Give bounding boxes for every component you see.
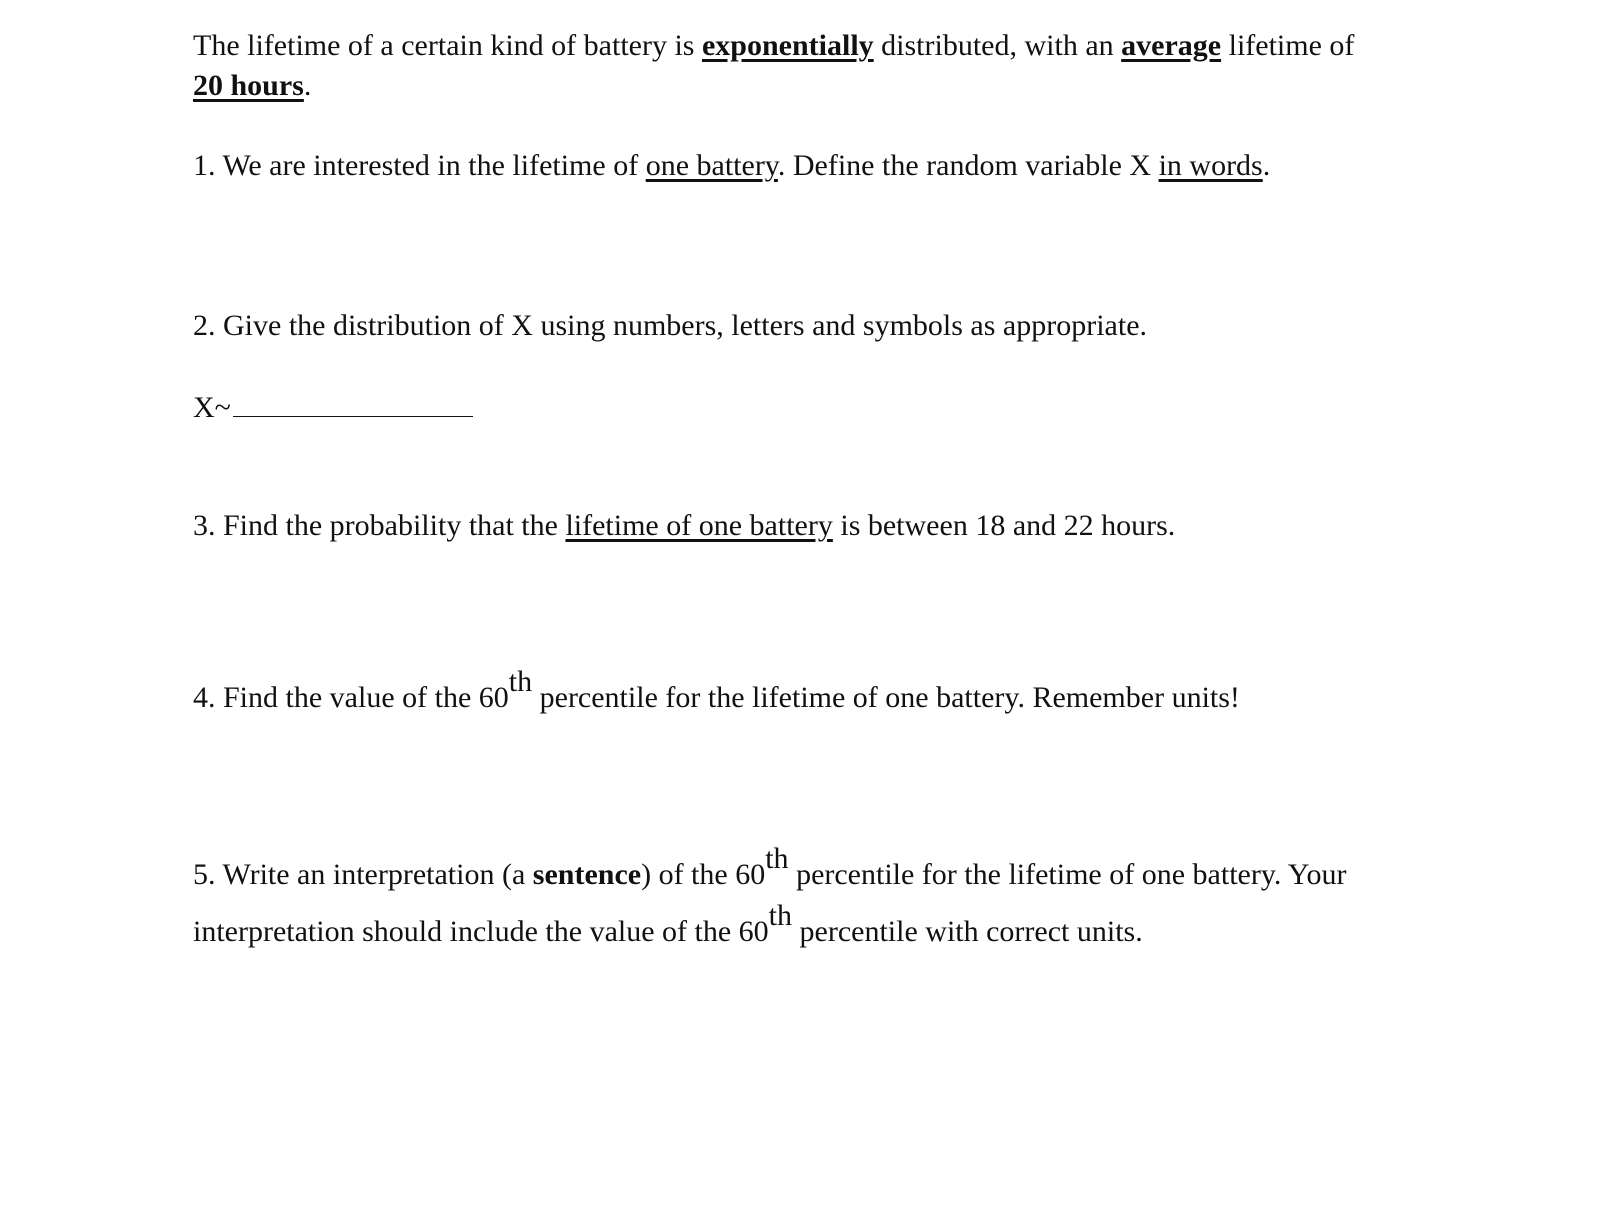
intro-text-4: . bbox=[303, 69, 312, 102]
q4-superscript: th bbox=[508, 665, 533, 698]
question-4 bbox=[193, 665, 1240, 718]
intro-paragraph bbox=[193, 26, 1453, 106]
q3-text-2: is between 18 and 22 hours. bbox=[832, 509, 1176, 542]
q1-one-battery: one battery bbox=[645, 149, 778, 182]
intro-text-1: The lifetime of a certain kind of battery is bbox=[193, 29, 702, 62]
question-5-line-1 bbox=[193, 842, 1347, 895]
q1-text-1: 1. We are interested in the lifetime of bbox=[193, 149, 646, 182]
question-2 bbox=[193, 306, 1147, 346]
q1-in-words: in words bbox=[1158, 149, 1263, 182]
q2-answer-line bbox=[193, 388, 473, 428]
q1-text-3: . bbox=[1262, 149, 1271, 182]
q5-text-1: 5. Write an interpretation (a bbox=[193, 858, 533, 891]
intro-average: average bbox=[1121, 29, 1222, 62]
question-1 bbox=[193, 146, 1270, 186]
q2-answer-blank[interactable] bbox=[233, 390, 473, 417]
q5-text-2: ) of the 60 bbox=[641, 858, 766, 891]
q4-text-1: 4. Find the value of the 60 bbox=[193, 681, 509, 714]
q2-text: 2. Give the distribution of X using numbers, letters and symbols as appropriate. bbox=[193, 309, 1148, 342]
question-5-line-2 bbox=[193, 899, 1143, 952]
q2-answer-prefix: X~ bbox=[193, 391, 231, 424]
intro-exponentially: exponentially bbox=[701, 29, 874, 62]
q5-text-3: percentile for the lifetime of one battery. Your bbox=[788, 858, 1347, 891]
q5-text-4: interpretation should include the value of the 60 bbox=[193, 915, 769, 948]
q5-sentence: sentence bbox=[532, 858, 642, 891]
q3-lifetime-one-battery: lifetime of one battery bbox=[565, 509, 833, 542]
intro-text-2: distributed, with an bbox=[873, 29, 1122, 62]
q4-text-2: percentile for the lifetime of one battery. Remember units! bbox=[532, 681, 1240, 714]
intro-text-3: lifetime of bbox=[1221, 29, 1355, 62]
intro-hours: 20 hours bbox=[193, 69, 304, 102]
q5-superscript-2: th bbox=[768, 899, 793, 932]
q1-text-2: . Define the random variable X bbox=[777, 149, 1159, 182]
q5-text-5: percentile with correct units. bbox=[792, 915, 1143, 948]
q5-superscript-1: th bbox=[765, 842, 789, 875]
question-3 bbox=[193, 506, 1175, 546]
q3-text-1: 3. Find the probability that the bbox=[193, 509, 566, 542]
